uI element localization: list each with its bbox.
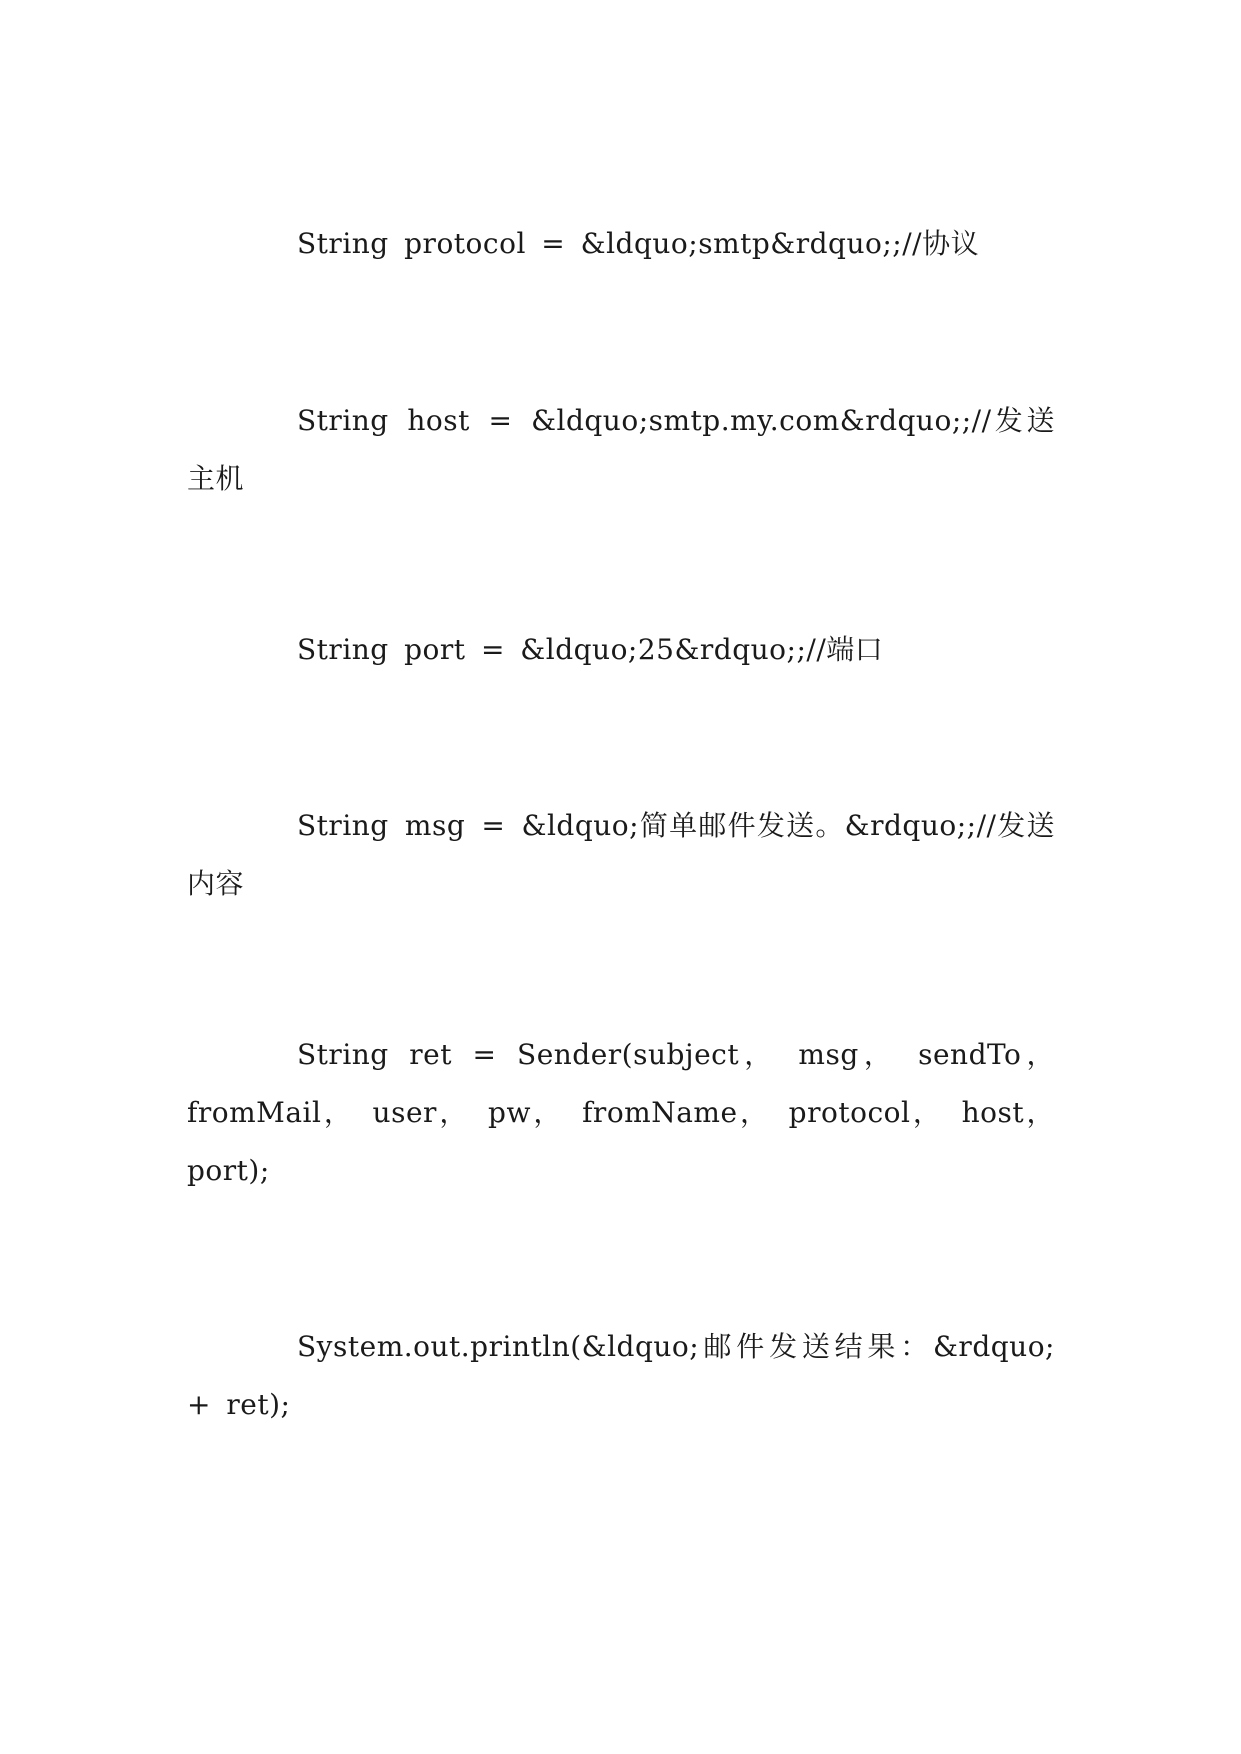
code-line-protocol: String protocol = &ldquo;smtp&rdquo;;//协议 — [297, 227, 980, 260]
code-line-println: System.out.println(&ldquo;邮件发送结果：&rdquo; + ret); — [187, 1330, 1055, 1421]
code-line-host: String host = &ldquo;smtp.my.com&rdquo;;//发送主机 — [187, 404, 1055, 495]
code-line-port: String port = &ldquo;25&rdquo;;//端口 — [297, 633, 884, 666]
code-line-sender-call: String ret = Sender(subject， msg， sendTo， fromMail， user， pw， fromName， protocol， host， port); — [187, 1038, 1055, 1187]
code-line-msg: String msg = &ldquo;简单邮件发送。&rdquo;;//发送内容 — [187, 809, 1055, 900]
